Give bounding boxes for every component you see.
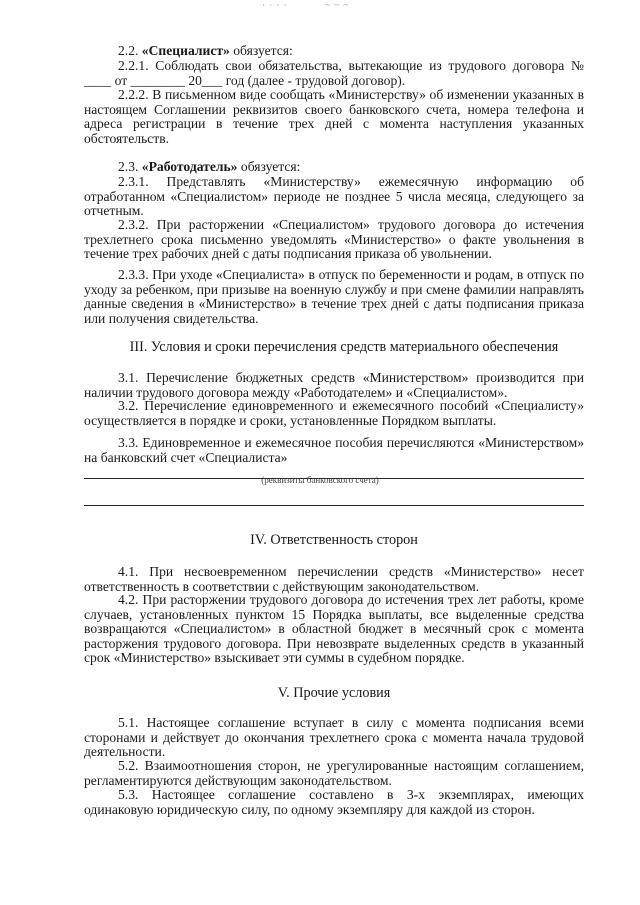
para-2-2-1: 2.2.1. Соблюдать свои обязательства, вытекающие из трудового договора № ____ от ________ 20___ год (далее - трудовой договор). (84, 58, 584, 88)
para-4-2: 4.2. При расторжении трудового договора до истечения трех лет работы, кроме случаев, установленных пунктом 15 Порядка выплаты, все выделенные средства возвращаются «Специалистом» в областной бюджет в месячный срок с момента расторжения трудового договора. При невозврате выделенных средств в указанный срок «Министерство» взыскивает эти суммы в судебном порядке. (84, 592, 584, 666)
section-2-2-title (84, 44, 584, 59)
bank-details-line-2 (84, 505, 584, 506)
para-2-3-3: 2.3.3. При уходе «Специалиста» в отпуск по беременности и родам, в отпуск по уходу за ребенком, при призыве на военную службу и при смене фамилии направлять данные сведения в «Министерство» в течение трех дней с даты подписания приказа или получения свидетельства. (84, 267, 584, 326)
section-2-2-party: «Специалист» (141, 43, 230, 58)
bank-details-caption: (реквизиты банковского счета) (261, 475, 379, 485)
section-2-2-title-rest: обязуется: (233, 43, 293, 58)
para-2-3-1: 2.3.1. Представлять «Министерству» ежемесячную информацию об отработанном «Специалистом» периоде не позднее 5 числа месяца, следующего за отчетным. (84, 174, 584, 219)
para-4-1: 4.1. При несвоевременном перечислении средств «Министерство» несет ответственность в соответствии с действующим законодательством. (84, 564, 584, 594)
para-5-2: 5.2. Взаимоотношения сторон, не урегулированные настоящим соглашением, регламентируются действующим законодательством. (84, 758, 584, 788)
scan-mark-right: ~ ~ ~ (325, 0, 350, 10)
para-3-3: 3.3. Единовременное и ежемесячное пособия перечисляются «Министерством» на банковский счет «Специалиста» (84, 435, 584, 465)
para-2-3-2: 2.3.2. При расторжении «Специалистом» трудового договора до истечения трехлетнего срока письменно уведомлять «Министерство» о факте увольнения в течение трех рабочих дней с даты подписания приказа об увольнении. (84, 217, 584, 262)
para-2-2-2: 2.2.2. В письменном виде сообщать «Министерству» об изменении указанных в настоящем Соглашении реквизитов своего банковского счета, номера телефона и адреса регистрации в течение трех дней с момента наступления указанных обстоятельств. (84, 87, 584, 146)
para-3-2: 3.2. Перечисление единовременного и ежемесячного пособий «Специалисту» осуществляется в порядке и сроки, установленные Порядком выплаты. (84, 398, 584, 428)
section-2-2-number: 2.2. (118, 43, 139, 58)
section-2-3-title-rest: обязуется: (240, 159, 301, 174)
section-2-3-title (84, 160, 584, 175)
section-4-title: IV. Ответственность сторон (250, 532, 418, 548)
section-3-title: III. Условия и сроки перечисления средств материального обеспечения (129, 339, 559, 355)
para-5-3: 5.3. Настоящее соглашение составлено в 3-х экземплярах, имеющих одинаковую юридическую силу, по одному экземпляру для каждой из сторон. (84, 787, 584, 817)
section-5-title: V. Прочие условия (277, 685, 391, 701)
para-3-1: 3.1. Перечисление бюджетных средств «Министерством» производится при наличии трудового договора между «Работодателем» и «Специалистом». (84, 370, 584, 400)
section-2-3-party: «Работодатель» (141, 159, 238, 174)
para-5-1: 5.1. Настоящее соглашение вступает в силу с момента подписания всеми сторонами и действует до окончания трехлетнего срока с момента начала трудовой деятельности. (84, 715, 584, 760)
scan-mark-left: · · · · (262, 0, 288, 10)
section-2-3-number: 2.3. (118, 159, 139, 174)
